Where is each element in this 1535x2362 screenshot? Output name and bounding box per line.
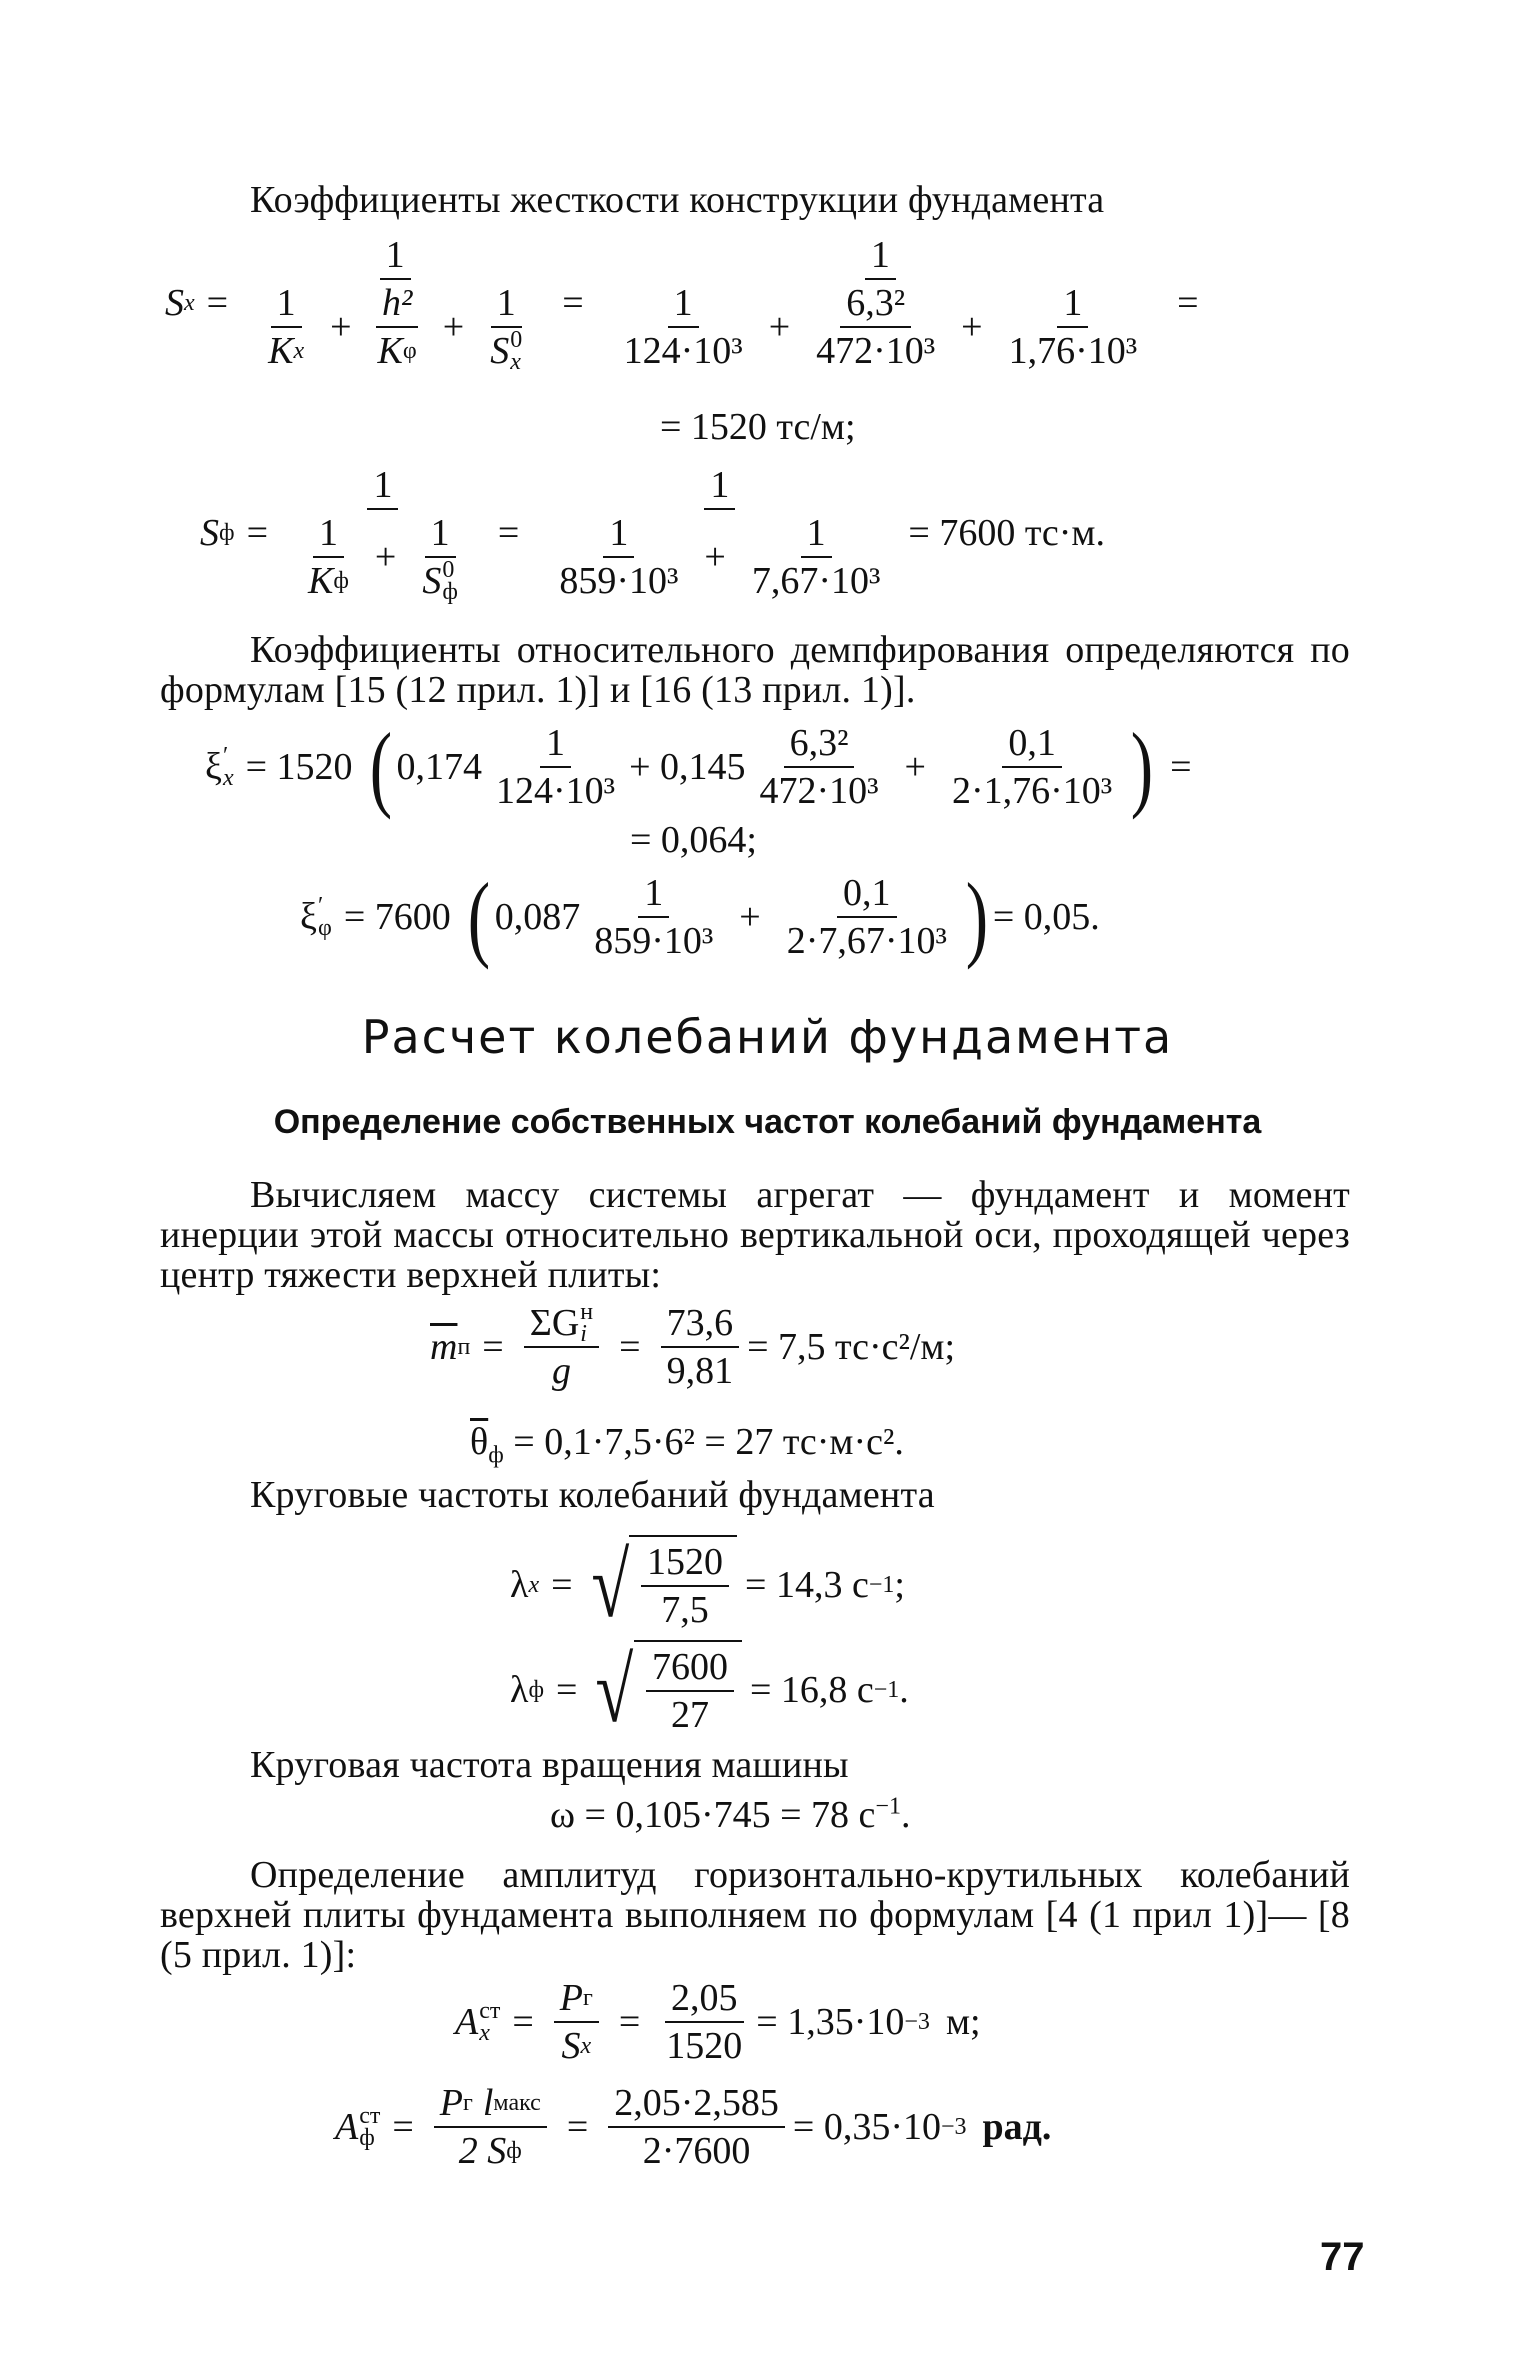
lambda-x-sqrt: √ $\frac{1520}{7,5}$ <box>585 1535 738 1635</box>
sx-s0-sup: 0 <box>510 327 523 353</box>
xi-x-lhs: ξ <box>205 746 222 788</box>
sx-kx: K <box>268 330 294 372</box>
sphi-result: = 7600 тс·м. <box>908 512 1105 554</box>
a-phi-n2: 2,05·2,585 <box>608 2080 785 2128</box>
xi-phi-lhs: ξ <box>300 896 317 938</box>
equation-a-phi: A ст ф = P г l макс 2 S ф = $\frac{2,05\cdot 2,585}{2\cdot 7600}$ = 0,35·10 −3 рад. <box>335 2082 1052 2172</box>
sx-kphi: K <box>377 330 403 372</box>
paragraph-amplitude-text: Определение амплитуд горизонтально-крутильных колебаний верхней плиты фундамента выполняем по формулам [4 (1 прил 1)]— [8 (5 прил. 1)]: <box>160 1854 1350 1976</box>
sphi-s0-sup: 0 <box>442 557 455 583</box>
subsection-title: Определение собственных частот колебаний фундамента <box>273 1103 1262 1141</box>
lambda-x-den: 7,5 <box>661 1589 709 1631</box>
a-phi-n1b: l <box>482 2082 494 2124</box>
omega-sup: −1 <box>875 1793 901 1820</box>
a-x-lhs: A <box>455 2001 479 2043</box>
sphi-symbolic-fraction: 1 1 K ф + 1 S 0 ф <box>308 464 458 605</box>
theta-lhs-sub: ф <box>488 1442 504 1469</box>
sx-n1: 124·10³ <box>623 330 743 372</box>
xi-phi-eq: = 7600 <box>343 896 451 938</box>
sx-n3: 1,76·10³ <box>1008 330 1138 372</box>
a-phi-result: = 0,35·10 <box>792 2106 941 2148</box>
sx-symbolic-fraction: 1 1 K x + h² K φ + 1 S 0 x <box>268 234 523 375</box>
mass-num-sub: i <box>580 1321 587 1347</box>
page-number: 77 <box>1320 2235 1365 2279</box>
sphi-n1: 859·10³ <box>559 560 679 602</box>
a-x-sup: ст <box>479 1998 501 2024</box>
lambda-phi-sqrt: √ $\frac{7600}{27}$ <box>589 1640 742 1740</box>
lambda-phi-den: 27 <box>670 1694 709 1736</box>
sx-lhs: S <box>165 282 184 324</box>
xi-phi-c1: 0,087 <box>494 896 581 938</box>
lambda-phi-result: = 16,8 с <box>749 1669 874 1711</box>
sx-h2-value: 6,3² <box>840 280 911 328</box>
equation-lambda-phi: λ ф = √ $\frac{7600}{27}$ = 16,8 с −1 . <box>510 1639 909 1741</box>
sx-h2: h² <box>376 280 418 328</box>
xi-x-d2: 472·10³ <box>759 770 879 812</box>
a-phi-d2: 2·7600 <box>642 2130 751 2172</box>
mass-lhs: $\overline{m}$ <box>430 1326 458 1368</box>
a-x-n1: P <box>559 1977 584 2019</box>
xi-x-eq: = 1520 <box>245 746 353 788</box>
paragraph-rotation <box>160 1745 1350 1785</box>
xi-x-d1: 124·10³ <box>496 770 616 812</box>
sx-n2: 472·10³ <box>816 330 936 372</box>
a-phi-unit: рад. <box>982 2106 1052 2148</box>
equation-lambda-x: λ x = √ $\frac{1520}{7,5}$ = 14,3 с −1 ; <box>510 1534 905 1636</box>
section-title: Расчет колебаний фундамента <box>361 1010 1174 1064</box>
a-phi-sub: ф <box>359 2125 375 2151</box>
a-x-n2: 2,05 <box>665 1975 744 2023</box>
sphi-lhs: S <box>200 512 219 554</box>
omega-expr: ω = 0,105·745 = 78 с <box>550 1794 876 1836</box>
paragraph-freq <box>160 1475 1350 1515</box>
mass-den: g <box>551 1350 571 1392</box>
sphi-s0-sub: ф <box>442 579 458 605</box>
lambda-x-num: 1520 <box>641 1539 729 1587</box>
xi-phi-n2: 0,1 <box>837 870 897 918</box>
lambda-x-result: = 14,3 с <box>745 1564 869 1606</box>
xi-phi-sub: φ <box>317 915 332 941</box>
xi-x-sub: x <box>222 765 234 791</box>
theta-lhs: $\overline{\theta}$ <box>470 1421 489 1463</box>
mass-result: = 7,5 тс·с²/м; <box>747 1326 956 1368</box>
sx-numeric-fraction: 1 $\frac{1}{\text{124·10³}}$ + $\frac{\text{6,3²}}{\text{472·10³}}$ + $\frac{1}{\text{1,76·10³}}$ <box>604 232 1158 374</box>
a-phi-sup: ст <box>359 2103 381 2129</box>
paragraph-freq-text: Круговые частоты колебаний фундамента <box>250 1474 935 1516</box>
xi-phi-d2: 2·7,67·10³ <box>786 920 947 962</box>
paragraph-stiffness <box>160 180 1350 220</box>
sphi-n2: 7,67·10³ <box>751 560 881 602</box>
a-x-unit: м; <box>945 2001 981 2043</box>
equation-a-x: A ст x = P г S x = $\frac{2,05}{1520}$ = 1,35·10 −3 м; <box>455 1977 981 2067</box>
xi-x-sup: ′ <box>222 743 229 769</box>
paragraph-damping <box>160 630 1350 710</box>
theta-expr: = 0,1·7,5·6² = 27 тс·м·с². <box>513 1421 904 1463</box>
xi-x-result: = 0,064; <box>630 819 757 861</box>
mass-num-sup: н <box>580 1299 594 1325</box>
a-x-sub: x <box>479 2020 490 2046</box>
a-x-d2: 1520 <box>666 2025 743 2067</box>
paragraph-mass-text: Вычисляем массу системы агрегат — фундамент и момент инерции этой массы относительно вертикальной оси, проходящей через центр тяжести верхней плиты: <box>160 1174 1350 1296</box>
mass-num: ΣG <box>529 1302 580 1344</box>
lambda-x-tail: ; <box>894 1564 905 1606</box>
lambda-phi-lhs: λ <box>510 1669 529 1711</box>
equation-theta <box>470 1420 904 1469</box>
paragraph-stiffness-text: Коэффициенты жесткости конструкции фундамента <box>250 179 1105 221</box>
a-x-result: = 1,35·10 <box>756 2001 905 2043</box>
sphi-s0: S <box>422 560 442 602</box>
paragraph-mass <box>160 1175 1350 1295</box>
sphi-k: K <box>308 560 334 602</box>
xi-x-n2: 6,3² <box>784 720 855 768</box>
a-phi-lhs: A <box>335 2106 359 2148</box>
a-x-d1: S <box>561 2025 581 2067</box>
xi-phi-d1: 859·10³ <box>594 920 714 962</box>
mass-num2: 73,6 <box>661 1300 740 1348</box>
equation-mass: $\overline{m}$ п = ΣG н i g = $\frac{73,6}{9,81}$ = 7,5 тс·с²/м; <box>430 1299 956 1392</box>
sx-s0: S <box>490 330 510 372</box>
equation-xi-phi: ξ ′ φ = 7600 ( 0,087 $\frac{1}{\text{859·10³}}$ + $\frac{0,1}{\text{2·7,67·10³}}$ ) = 0,05. <box>300 863 1100 970</box>
paragraph-damping-text: Коэффициенты относительного демпфирования определяются по формулам [15 (12 прил. 1)] и [16 (13 прил. 1)]. <box>160 629 1350 711</box>
omega-tail: . <box>900 1794 911 1836</box>
mass-den2: 9,81 <box>666 1350 734 1392</box>
sx-s0-sub: x <box>510 349 521 375</box>
equation-omega <box>550 1793 910 1837</box>
lambda-x-lhs: λ <box>510 1564 529 1606</box>
xi-x-c1: 0,174 <box>396 746 483 788</box>
equation-xi-x: ξ ′ x = 1520 ( 0,174 $\frac{1}{\text{124·10³}}$ + 0,145 $\frac{\text{6,3²}}{\text{472·10³}}$ + $\frac{0,1}{\text{2·1,76·10³}}$ ) = <box>205 713 1192 820</box>
xi-phi-result: = 0,05. <box>992 896 1100 938</box>
xi-x-d3: 2·1,76·10³ <box>951 770 1113 812</box>
a-phi-d1: 2 S <box>458 2130 507 2172</box>
a-phi-n1: P <box>439 2082 464 2124</box>
equation-sphi: S ф = 1 1 K ф + 1 S 0 ф = 1 $\frac{1}{\text{859·10³}}$ + $\frac{1}{\text{7,67·10³}}$ = 7600 тс·м. <box>200 464 1105 605</box>
equation-sx: S x = 1 1 K x + h² K φ + 1 S 0 x = 1 $\frac{1}{\text{124·10³}}$ + $\frac{\text{6,3²}}{\text{472·10³}}$ + $\frac{1}{\text{1,76·10³}}$ = <box>165 234 1199 375</box>
lambda-phi-tail: . <box>899 1669 909 1711</box>
paragraph-amplitude <box>160 1855 1350 1975</box>
xi-phi-sup: ′ <box>317 893 324 919</box>
xi-x-n3: 0,1 <box>1002 720 1062 768</box>
paragraph-rotation-text: Круговая частота вращения машины <box>250 1744 849 1786</box>
sphi-numeric-fraction: 1 $\frac{1}{\text{859·10³}}$ + $\frac{1}{\text{7,67·10³}}$ <box>539 462 900 604</box>
lambda-phi-num: 7600 <box>646 1644 734 1692</box>
xi-x-c2: + 0,145 <box>629 746 746 788</box>
sx-result: = 1520 тс/м; <box>660 406 856 448</box>
